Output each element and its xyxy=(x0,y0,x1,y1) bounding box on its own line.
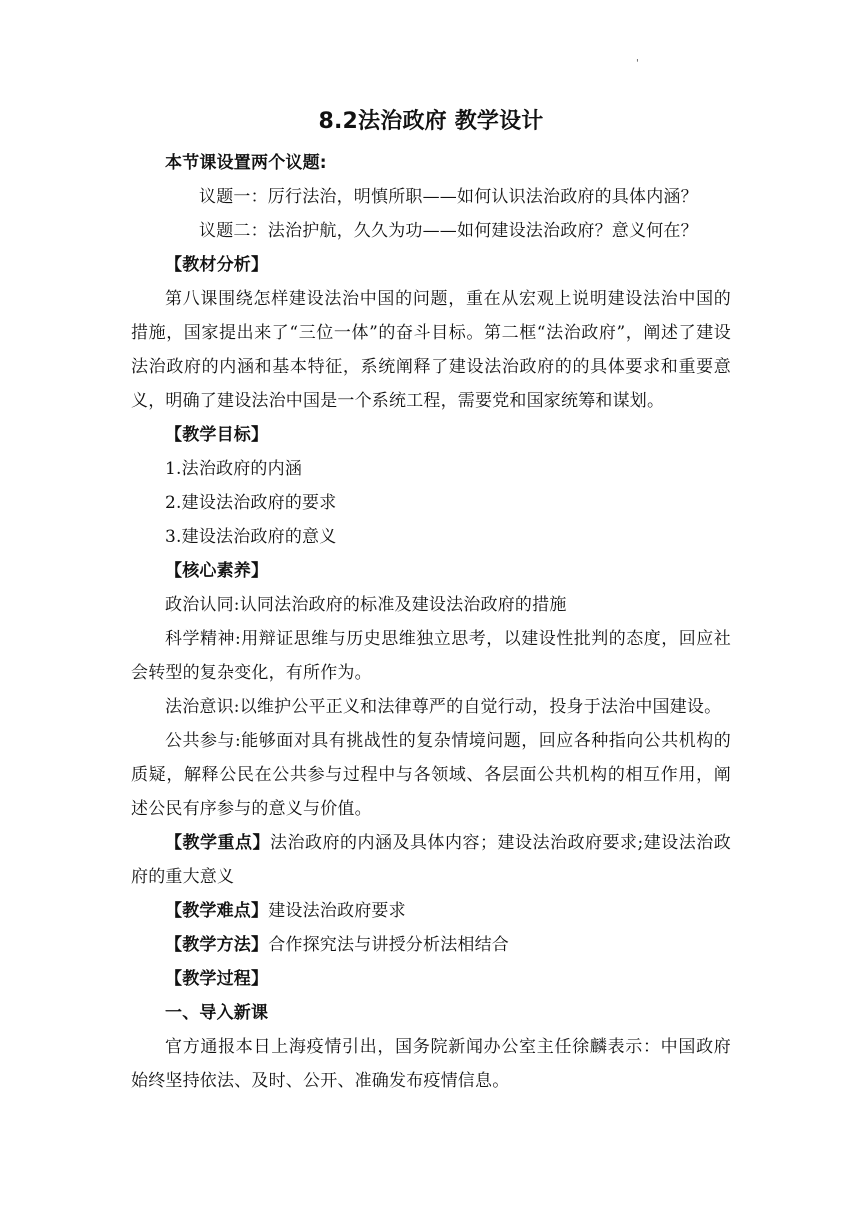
methods-text: 合作探究法与讲授分析法相结合 xyxy=(268,935,510,955)
difficulties-label: 【教学难点】 xyxy=(165,901,269,921)
goal-item-1: 1.法治政府的内涵 xyxy=(165,459,303,479)
textbook-analysis-text: 第八课围绕怎样建设法治中国的问题，重在从宏观上说明建设法治中国的措施，国家提出来了“三位一体”的奋斗目标。第二框“法治政府”，阐述了建设法治政府的内涵和基本特征，系统阐释了建设法治政府的的具体要求和重要意义，明确了建设法治中国是一个系统工程，需要党和国家统筹和谋划。 xyxy=(131,289,731,411)
key-points-label: 【教学重点】 xyxy=(165,833,271,853)
methods-paragraph xyxy=(131,928,731,962)
header-mark: ' xyxy=(636,58,639,69)
teaching-goals-heading: 【教学目标】 xyxy=(165,425,269,445)
difficulties-text: 建设法治政府要求 xyxy=(268,901,406,921)
core-literacy-heading: 【核心素养】 xyxy=(165,561,269,581)
literacy-political-identity: 政治认同:认同法治政府的标准及建设法治政府的措施 xyxy=(165,595,567,615)
issue-two: 议题二：法治护航，久久为功——如何建设法治政府？意义何在？ xyxy=(199,221,698,241)
literacy-scientific-spirit: 科学精神:用辩证思维与历史思维独立思考，以建设性批判的态度，回应社会转型的复杂变化，有所作为。 xyxy=(131,629,731,683)
step-one-text: 官方通报本日上海疫情引出，国务院新闻办公室主任徐麟表示：中国政府始终坚持依法、及时、公开、准确发布疫情信息。 xyxy=(131,1037,731,1091)
key-points-text: 法治政府的内涵及具体内容；建设法治政府要求;建设法治政府的重大意义 xyxy=(131,833,731,887)
methods-label: 【教学方法】 xyxy=(165,935,269,955)
literacy-public-participation: 公共参与:能够面对具有挑战性的复杂情境问题，回应各种指向公共机构的质疑，解释公民在公共参与过程中与各领域、各层面公共机构的相互作用，阐述公民有序参与的意义与价值。 xyxy=(131,731,731,819)
key-points-paragraph xyxy=(131,826,731,894)
document-title: 8.2法治政府 教学设计 xyxy=(318,109,544,134)
intro-heading: 本节课设置两个议题: xyxy=(165,153,327,173)
issue-one: 议题一：厉行法治，明慎所职——如何认识法治政府的具体内涵？ xyxy=(199,187,698,207)
textbook-analysis-heading: 【教材分析】 xyxy=(165,255,269,275)
literacy-rule-of-law: 法治意识:以维护公平正义和法律尊严的自觉行动，投身于法治中国建设。 xyxy=(165,697,722,717)
difficulties-paragraph xyxy=(131,894,731,928)
document-body xyxy=(131,100,731,1098)
teaching-process-heading: 【教学过程】 xyxy=(165,969,269,989)
goal-item-3: 3.建设法治政府的意义 xyxy=(165,527,337,547)
goal-item-2: 2.建设法治政府的要求 xyxy=(165,493,337,513)
step-one-heading: 一、导入新课 xyxy=(165,1003,269,1023)
